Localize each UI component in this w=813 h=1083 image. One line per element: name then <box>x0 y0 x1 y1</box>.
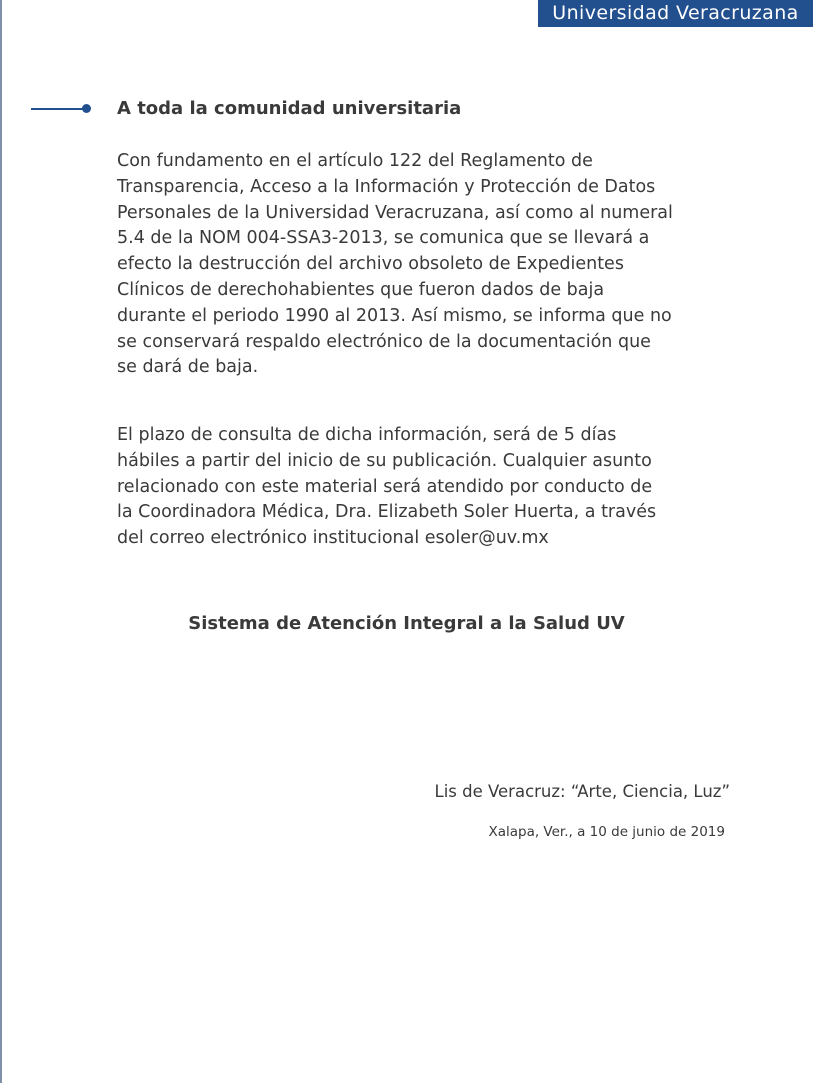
paragraph-line: 5.4 de la NOM 004-SSA3-2013, se comunica que se llevará a <box>117 228 650 249</box>
notice-paragraph-1 <box>117 149 737 381</box>
heading-bullet-dot <box>82 104 91 113</box>
paragraph-line: Transparencia, Acceso a la Información y Protección de Datos <box>117 176 656 197</box>
date-line: Xalapa, Ver., a 10 de junio de 2019 <box>488 824 725 840</box>
paragraph-line: El plazo de consulta de dicha información, será de 5 días <box>117 425 617 445</box>
motto-line: Lis de Veracruz: “Arte, Ciencia, Luz” <box>434 782 730 801</box>
paragraph-line: se conservará respaldo electrónico de la documentación que <box>117 331 651 352</box>
paragraph-line: Personales de la Universidad Veracruzana, así como al numeral <box>117 202 673 223</box>
paragraph-line: Con fundamento en el artículo 122 del Reglamento de <box>117 151 593 171</box>
heading-bullet-line <box>31 108 83 110</box>
paragraph-line: relacionado con este material será atendido por conducto de <box>117 476 653 497</box>
paragraph-line: del correo electrónico institucional esoler@uv.mx <box>117 528 549 549</box>
paragraph-line: hábiles a partir del inicio de su publicación. Cualquier asunto <box>117 450 652 471</box>
signature-line: Sistema de Atención Integral a la Salud UV <box>188 613 625 634</box>
notice-paragraph-2 <box>117 423 737 552</box>
paragraph-line: durante el periodo 1990 al 2013. Así mismo, se informa que no <box>117 305 672 326</box>
paragraph-line: efecto la destrucción del archivo obsoleto de Expedientes <box>117 254 624 275</box>
notice-heading: A toda la comunidad universitaria <box>117 98 462 119</box>
left-border-line <box>0 0 2 1083</box>
university-banner: Universidad Veracruzana <box>538 0 813 27</box>
paragraph-line: se dará de baja. <box>117 357 259 378</box>
paragraph-line: Clínicos de derechohabientes que fueron dados de baja <box>117 279 605 300</box>
paragraph-line: la Coordinadora Médica, Dra. Elizabeth Soler Huerta, a través <box>117 502 657 523</box>
